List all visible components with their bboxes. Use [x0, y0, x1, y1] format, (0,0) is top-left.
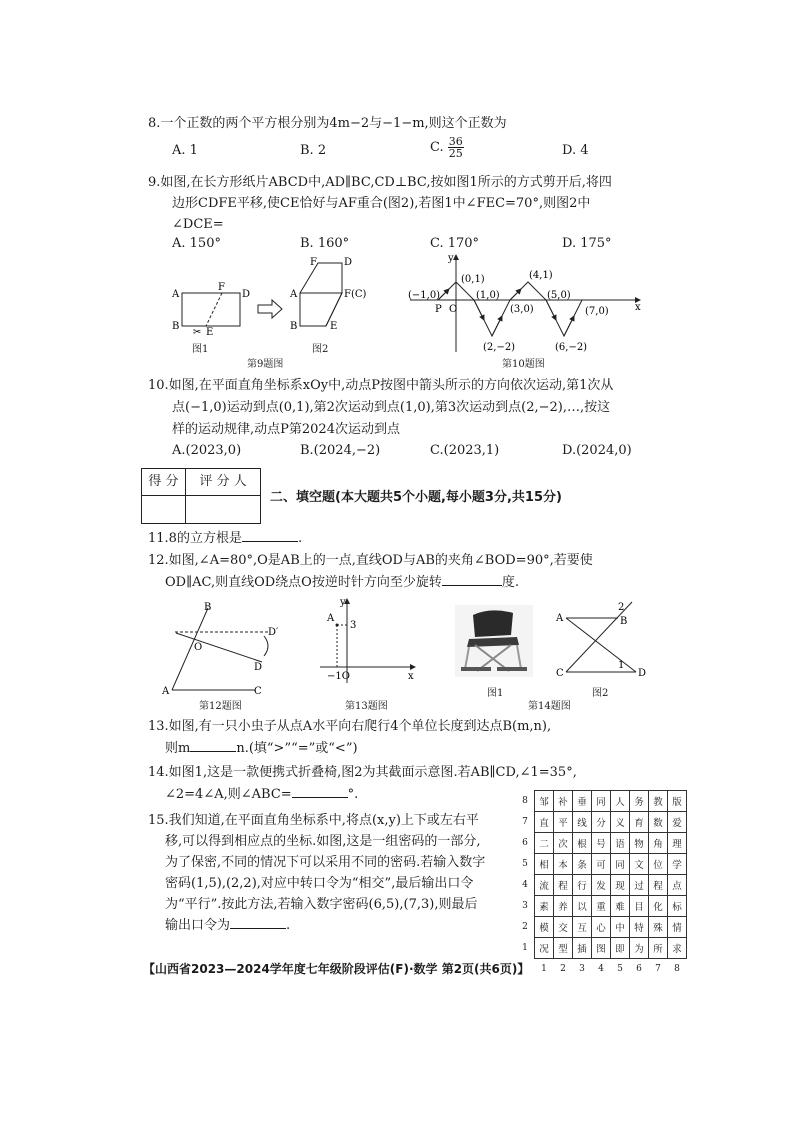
- q14-line1: 14.如图1,这是一款便携式折叠椅,图2为其截面示意图.若AB∥CD,∠1=35°,: [148, 765, 577, 780]
- fig12-label-c: C: [254, 686, 262, 697]
- q15-line6a: 输出口令为: [165, 918, 231, 933]
- fig12-diagram: [160, 598, 290, 698]
- grid-cell: 分: [592, 812, 611, 833]
- q13-answer-blank[interactable]: [190, 751, 236, 752]
- fig9-label-e: E: [206, 327, 214, 338]
- grid-cell: 邹: [535, 791, 554, 812]
- grid-row: [516, 917, 687, 938]
- q8-stem: 8.一个正数的两个平方根分别为4m−2与−1−m,则这个正数为: [148, 116, 507, 131]
- q10-option-b: B.(2024,−2): [300, 443, 381, 458]
- fig14-label-b: B: [620, 616, 628, 627]
- q15-line1: 15.我们知道,在平面直角坐标系中,将点(x,y)上下或左右平: [148, 813, 479, 828]
- fig10-pt-5: (4,1): [529, 270, 553, 281]
- scissor-icon: ✂: [193, 327, 202, 338]
- q15-answer-blank[interactable]: [230, 928, 286, 929]
- q9-option-c: C. 170°: [430, 236, 480, 251]
- grid-row-number: 5: [522, 859, 528, 869]
- fig9b-label-a: A: [290, 289, 298, 300]
- grid-cell: 补: [554, 791, 573, 812]
- q9-line2: 边形CDFE平移,使CE恰好与AF重合(图2),若图1中∠FEC=70°,则图2中: [172, 196, 591, 211]
- right-arrow-icon: [258, 300, 282, 318]
- grid-row-number: 1: [522, 943, 528, 953]
- grid-row: [516, 896, 687, 917]
- fig10-pt-4: (3,0): [510, 304, 534, 315]
- fig9-1-caption: 图1: [192, 344, 209, 355]
- fig12-label-a: A: [162, 686, 170, 697]
- q12-line2b: 度.: [501, 575, 519, 590]
- grader-label: 评 分 人: [186, 469, 260, 496]
- grid-row: [516, 791, 687, 812]
- grid-cell: 程: [554, 875, 573, 896]
- grid-cell: 即: [611, 938, 630, 959]
- q13-line2: [165, 738, 358, 759]
- fig10-pt-0: (−1,0): [408, 290, 441, 301]
- grid-cell: 为: [630, 938, 649, 959]
- fig9b-label-d: D: [344, 257, 353, 268]
- fig13-label-neg1o: −1O: [327, 671, 350, 682]
- grid-row-number: 2: [522, 922, 528, 932]
- grid-cell: 相: [535, 854, 554, 875]
- grid-cell: 号: [592, 833, 611, 854]
- grid-cell: 学: [668, 854, 687, 875]
- q15-line6b: .: [286, 918, 291, 933]
- grid-cell: 次: [554, 833, 573, 854]
- q9-option-d: D. 175°: [562, 236, 612, 251]
- fig9-label-a: A: [172, 289, 180, 300]
- fig9-2-caption: 图2: [312, 344, 329, 355]
- grid-cell: 养: [554, 896, 573, 917]
- q9-line3: ∠DCE=: [172, 217, 224, 232]
- fig10-pt-6: (5,0): [547, 290, 571, 301]
- q10-line1: 10.如图,在平面直角坐标系xOy中,动点P按图中箭头所示的方向依次运动,第1次从: [148, 378, 614, 393]
- score-box: [141, 468, 261, 524]
- grid-cell: 线: [573, 812, 592, 833]
- fig9-label-f: F: [218, 282, 225, 293]
- q10-line3: 样的运动规律,动点P第2024次运动到点: [172, 422, 400, 437]
- grid-row-number: 7: [522, 817, 528, 827]
- q13-line1: 13.如图,有一只小虫子从点A水平向右爬行4个单位长度到达点B(m,n),: [148, 719, 552, 734]
- q9-option-a: A. 150°: [172, 236, 221, 251]
- grid-cell: 平: [554, 812, 573, 833]
- fig12-label-dp: D′: [268, 627, 279, 638]
- grid-cell: 特: [630, 917, 649, 938]
- q8-option-c-prefix: C.: [430, 140, 444, 155]
- grid-cell: 难: [611, 896, 630, 917]
- page-footer: 【山西省2023—2024学年度七年级阶段评估(F)·数学 第2页(共6页)】: [143, 962, 530, 976]
- grid-cell: 素: [535, 896, 554, 917]
- grid-cell: 育: [630, 812, 649, 833]
- fig14-label-c: C: [556, 668, 564, 679]
- q8-c-denominator: 25: [448, 147, 463, 160]
- grid-cell: 标: [668, 896, 687, 917]
- q12-line2a: OD∥AC,则直线OD绕点O按逆时针方向至少旋转: [165, 575, 442, 590]
- grid-cell: 垂: [573, 791, 592, 812]
- grid-cell: 版: [668, 791, 687, 812]
- grid-col-number: 3: [579, 964, 585, 974]
- grid-cell: 理: [668, 833, 687, 854]
- fig14-label-a: A: [556, 613, 564, 624]
- q15-line3: 为了保密,不同的情况下可以采用不同的密码.若输入数字: [165, 855, 486, 870]
- q11-end: .: [297, 531, 303, 546]
- grid-cell: 交: [554, 917, 573, 938]
- grid-row: [516, 938, 687, 959]
- q13-line2a: 则m: [165, 741, 191, 756]
- fig14-label-1: 1: [618, 660, 625, 671]
- q14-line2: [165, 784, 358, 805]
- score-label: 得 分: [142, 469, 186, 496]
- grid-cell: 流: [535, 875, 554, 896]
- q8-option-d: D. 4: [562, 143, 589, 158]
- fig13-label-3: 3: [350, 620, 357, 631]
- grid-cell: 点: [668, 875, 687, 896]
- grid-cell: 互: [573, 917, 592, 938]
- fig10-caption: 第10题图: [502, 359, 545, 370]
- section-2-title: 二、填空题(本大题共5个小题,每小题3分,共15分): [270, 490, 562, 505]
- fig9-label-d: D: [242, 289, 251, 300]
- q15-line6: [165, 915, 290, 936]
- grid-row-number: 4: [522, 880, 528, 890]
- grid-cell: 过: [630, 875, 649, 896]
- grid-cell: 二: [535, 833, 554, 854]
- fig10-pt-7: (6,−2): [555, 342, 588, 353]
- q11-answer-blank[interactable]: [242, 541, 298, 542]
- fig9-label-b: B: [172, 321, 180, 332]
- grid-cell: 直: [535, 812, 554, 833]
- fig14-caption: 第14题图: [528, 701, 571, 712]
- q12-line2: [165, 572, 519, 593]
- grid-col-number: 8: [674, 964, 680, 974]
- q14-answer-blank[interactable]: [292, 797, 348, 798]
- fig13-label-a: A: [327, 613, 335, 624]
- grid-col-number: 4: [598, 964, 604, 974]
- fig12-label-d: D: [254, 662, 263, 673]
- grid-row: [516, 833, 687, 854]
- grid-cell: 插: [573, 938, 592, 959]
- fig10-pt-2: (1,0): [476, 290, 500, 301]
- grid-cell: 情: [668, 917, 687, 938]
- q15-line4: 密码(1,5),(2,2),对应中转口令为“相交”,最后输出口令: [165, 876, 474, 891]
- grid-cell: 本: [554, 854, 573, 875]
- q10-line2: 点(−1,0)运动到点(0,1),第2次运动到点(1,0),第3次运动到点(2,−2),…,按这: [172, 400, 611, 415]
- q10-option-d: D.(2024,0): [562, 443, 632, 458]
- grid-cell: 条: [573, 854, 592, 875]
- q8-option-a: A. 1: [172, 143, 198, 158]
- q10-option-a: A.(2023,0): [172, 443, 242, 458]
- fig13-label-x: x: [408, 671, 414, 682]
- grid-col-numbers: [516, 959, 687, 980]
- fig12-label-o: O: [194, 642, 203, 653]
- grid-cell: 求: [668, 938, 687, 959]
- grid-cell: 物: [630, 833, 649, 854]
- grid-col-number: 6: [636, 964, 642, 974]
- grid-cell: 可: [592, 854, 611, 875]
- grid-cell: 目: [630, 896, 649, 917]
- grid-col-number: 5: [617, 964, 623, 974]
- q8-option-b: B. 2: [300, 143, 327, 158]
- grid-cell: 图: [592, 938, 611, 959]
- fig12-caption: 第12题图: [199, 701, 242, 712]
- grid-row-number: 8: [522, 796, 528, 806]
- fig14-1-caption: 图1: [487, 688, 504, 699]
- q14-line2a: ∠2=4∠A,则∠ABC=: [165, 787, 292, 802]
- grid-cell: 位: [649, 854, 668, 875]
- grid-cell: 以: [573, 896, 592, 917]
- fig14-label-2: 2: [618, 602, 625, 613]
- grid-cell: 文: [630, 854, 649, 875]
- fig9b-label-f: F: [310, 257, 317, 268]
- fig10-pt-8: (7,0): [585, 306, 609, 317]
- q14-line2b: °.: [347, 787, 359, 802]
- grid-cell: 务: [630, 791, 649, 812]
- q13-line2b: n.(填“>”“=”或“<”): [236, 741, 358, 756]
- fig10-origin: O: [449, 304, 458, 315]
- grid-cell: 模: [535, 917, 554, 938]
- fig13-label-y: y: [340, 597, 346, 608]
- fig9b-label-e: E: [330, 321, 338, 332]
- fig10-diagram: [405, 252, 645, 357]
- grid-cell: 现: [611, 875, 630, 896]
- grid-cell: 行: [573, 875, 592, 896]
- fig9-caption: 第9题图: [247, 359, 284, 370]
- fig10-p: P: [435, 304, 442, 315]
- fig13-caption: 第13题图: [345, 701, 388, 712]
- grid-cell: 人: [611, 791, 630, 812]
- grid-cell: 程: [649, 875, 668, 896]
- grid-cell: 况: [535, 938, 554, 959]
- fig10-pt-3: (2,−2): [483, 342, 516, 353]
- grid-row: [516, 812, 687, 833]
- fig10-pt-1: (0,1): [461, 274, 485, 285]
- grid-row: [516, 875, 687, 896]
- grid-cell: 义: [611, 812, 630, 833]
- q11: [148, 528, 302, 549]
- fig13-diagram: [310, 595, 420, 685]
- fig14-diagram: [552, 600, 662, 682]
- fig9b-label-fc: F(C): [344, 289, 367, 300]
- grid-row-number: 3: [522, 901, 528, 911]
- grid-cell: 型: [554, 938, 573, 959]
- q15-line2: 移,可以得到相应点的坐标.如图,这是一组密码的一部分,: [165, 834, 481, 849]
- q9-option-b: B. 160°: [300, 236, 350, 251]
- grid-col-number: 1: [541, 964, 547, 974]
- grid-cell: 心: [592, 917, 611, 938]
- grid-col-number: 2: [560, 964, 566, 974]
- grid-cell: 根: [573, 833, 592, 854]
- q8-option-c-fraction: [448, 136, 464, 159]
- grid-col-number: 7: [655, 964, 661, 974]
- grid-row: [516, 854, 687, 875]
- chair-photo-image: [455, 605, 533, 677]
- grid-cell: 角: [649, 833, 668, 854]
- grid-cell: 语: [611, 833, 630, 854]
- grid-cell: 同: [592, 791, 611, 812]
- q15-line5: 为“平行”.按此方法,若输入数字密码(6,5),(7,3),则最后: [165, 897, 478, 912]
- grid-cell: 数: [649, 812, 668, 833]
- grid-cell: 发: [592, 875, 611, 896]
- q12-line1: 12.如图,∠A=80°,O是AB上的一点,直线OD与AB的夹角∠BOD=90°,若要使: [148, 553, 593, 568]
- grid-cell: 同: [611, 854, 630, 875]
- fig9b-label-b: B: [290, 321, 298, 332]
- q9-line1: 9.如图,在长方形纸片ABCD中,AD∥BC,CD⊥BC,按如图1所示的方式剪开后,将四: [148, 175, 612, 190]
- q10-option-c: C.(2023,1): [430, 443, 500, 458]
- fig14-2-caption: 图2: [592, 688, 609, 699]
- q8-c-numerator: 36: [448, 135, 463, 148]
- grid-cell: 所: [649, 938, 668, 959]
- fig10-axis-y: y: [448, 253, 454, 264]
- grid-cell: 中: [611, 917, 630, 938]
- grid-cell: 化: [649, 896, 668, 917]
- q11-stem: 11.8的立方根是: [148, 531, 242, 546]
- fig14-label-d: D: [638, 668, 647, 679]
- q8-option-c: [430, 136, 464, 159]
- grid-cell: 殊: [649, 917, 668, 938]
- grid-cell: 教: [649, 791, 668, 812]
- grid-cell: 重: [592, 896, 611, 917]
- fig12-label-b: B: [204, 602, 212, 613]
- password-grid: [516, 790, 687, 979]
- q12-answer-blank[interactable]: [442, 585, 502, 586]
- grid-row-number: 6: [522, 838, 528, 848]
- fig10-axis-x: x: [635, 302, 641, 313]
- grid-cell: 爱: [668, 812, 687, 833]
